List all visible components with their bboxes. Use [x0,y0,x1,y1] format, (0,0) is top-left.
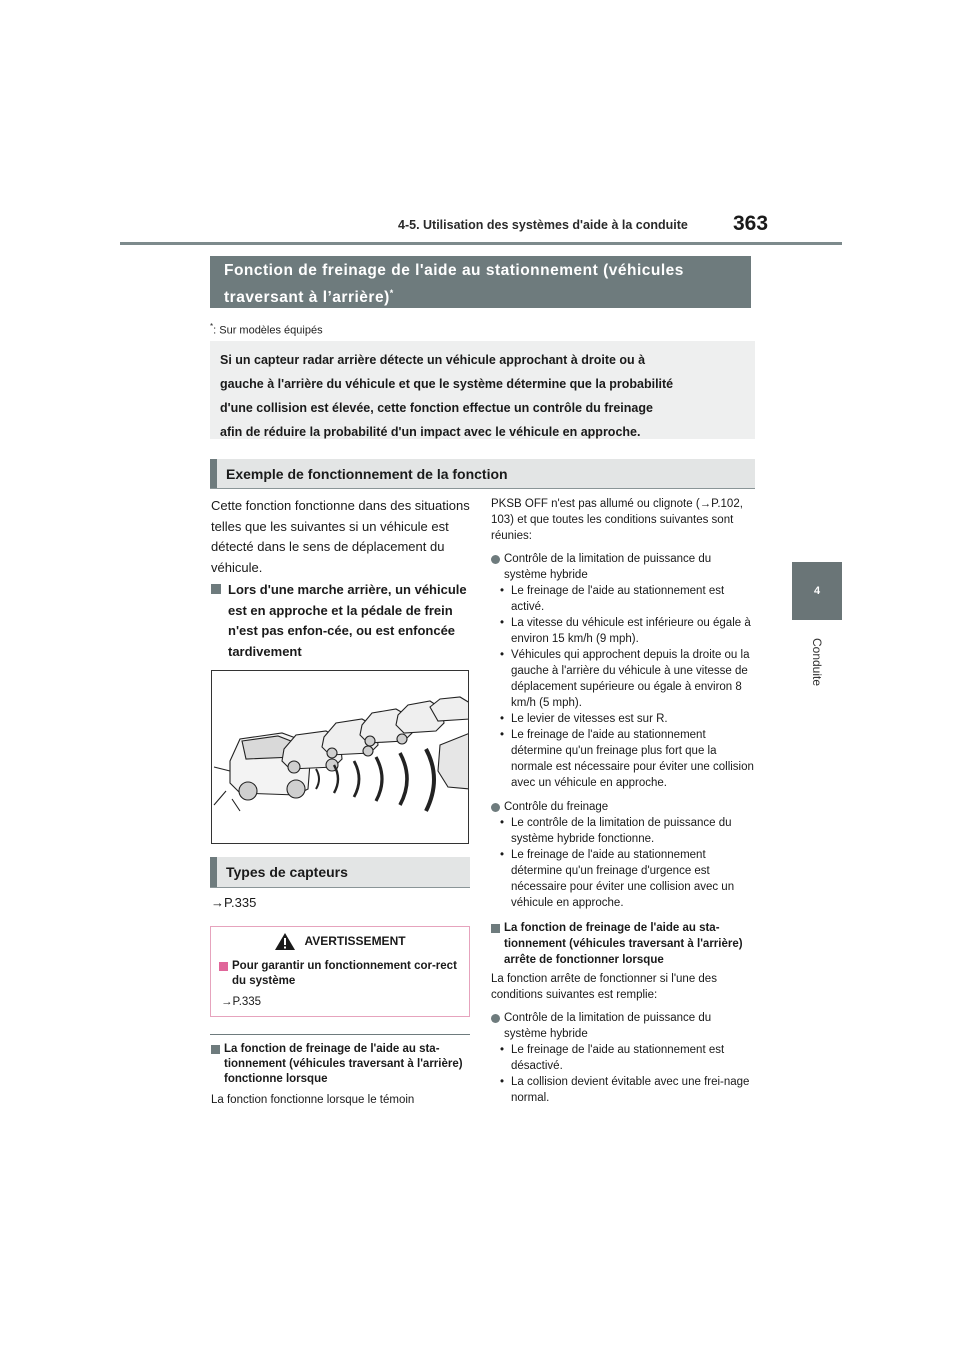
round-bullet-icon [491,1014,500,1023]
list-item: • La collision devient évitable avec une frei-nage normal. [500,1074,756,1106]
chapter-label [788,632,846,692]
header-rule [120,242,842,245]
condition-list [491,815,756,911]
condition-group-stop [491,1010,756,1106]
stops-when-heading [491,920,756,968]
illustration-svg [212,671,469,844]
stops-when-heading-inner [491,920,756,968]
list-item: • Le freinage de l'aide au stationnement détermine qu'un freinage plus fort que la normale est nécessaire pour éviter une collision avec un véhicule en approche. [500,727,756,791]
example-subheading [211,580,473,662]
main-heading [210,256,751,308]
condition-group-title-text: Contrôle de la limitation de puissance du système hybride [504,1012,712,1040]
condition-group-title-text: Contrôle de la limitation de puissance du système hybride [504,553,712,581]
warning-title: AVERTISSEMENT [304,934,406,948]
chapter-tab[interactable] [792,562,842,620]
list-item: • Le freinage de l'aide au stationnement détermine qu'un freinage d'urgence est nécessaire pour éviter une collision avec un véhicule en approche. [500,847,756,911]
footnote-text: : Sur modèles équipés [213,324,323,337]
condition-group-title [491,799,756,815]
operates-when-heading [211,1042,473,1087]
stops-when-heading-text: La fonction de freinage de l'aide au sta-tionnement (véhicules traversant à l'arrière) arrête de fonctionner lorsque [504,922,743,966]
condition-group-power-limit [491,551,756,791]
right-intro-text: PKSB OFF n'est pas allumé ou clignote (→P.102, 103) et que toutes les conditions suivantes sont réunies: [491,498,743,542]
warning-page-ref[interactable]: →P.335 [221,996,262,1008]
condition-group-braking [491,799,756,911]
warning-header [211,927,469,955]
list-item: • Le freinage de l'aide au stationnement est activé. [500,583,756,615]
list-item: • Le freinage de l'aide au stationnement est désactivé. [500,1042,756,1074]
footnote-mark: * [210,322,214,331]
section-heading-example-text: Exemple de fonctionnement de la fonction [226,465,508,482]
main-heading-asterisk: * [389,288,394,298]
section-heading-example [210,459,755,488]
warning-triangle-icon [274,932,296,951]
operates-when-heading-text: La fonction de freinage de l'aide au sta-tionnement (véhicules traversant à l'arrière) fonctionne lorsque [224,1043,463,1085]
square-bullet-icon [211,1045,220,1054]
intro-box [210,341,755,439]
section-heading-sensors [210,857,470,887]
header-section-title: 4-5. Utilisation des systèmes d'aide à la conduite [398,218,688,232]
stops-when-text: La fonction arrête de fonctionner si l'une des conditions suivantes est remplie: [491,973,717,1001]
intro-line: d'une collision est élevée, cette fonction effectue un contrôle du freinage [220,401,653,415]
section-rule [210,887,470,888]
condition-group-title [491,551,756,583]
section-heading-sensors-text: Types de capteurs [226,864,348,880]
warning-box [210,926,470,1017]
section-rule [210,488,755,489]
main-heading-text: Fonction de freinage de l'aide au stationnement (véhicules traversant à l’arrière) [224,262,684,307]
round-bullet-icon [491,803,500,812]
list-item: • Le levier de vitesses est sur R. [500,711,756,727]
condition-group-title-text: Contrôle du freinage [504,801,609,813]
list-item: • Le contrôle de la limitation de puissance du système hybride fonctionne. [500,815,756,847]
sensors-page-ref[interactable]: →P.335 [211,895,257,910]
condition-group-title [491,1010,756,1042]
warning-item-text: Pour garantir un fonctionnement cor-rect du système [232,960,457,987]
intro-line: afin de réduire la probabilité d'un impact avec le véhicule en approche. [220,425,641,439]
operates-when-text: La fonction fonctionne lorsque le témoin [211,1094,415,1106]
chapter-label-text: Conduite [809,637,824,687]
example-subheading-text: Lors d'une marche arrière, un véhicule est en approche et la pédale de frein n'est pas enfon-cée, ou est enfoncée tardivement [228,582,467,659]
chapter-number: 4 [813,585,821,597]
footnote [210,322,323,337]
intro-line: gauche à l'arrière du véhicule et que le système détermine que la probabilité [220,377,674,391]
condition-list [491,1042,756,1106]
illustration-reversing-car [211,670,469,844]
square-bullet-icon [219,962,228,971]
round-bullet-icon [491,555,500,564]
square-bullet-icon [211,584,221,594]
divider [210,1034,470,1035]
condition-list [491,583,756,791]
example-lead-text: Cette fonction fonctionne dans des situations telles que les suivantes si un véhicule est détecté dans le sens de déplacement du véhicule. [211,498,470,575]
warning-item [219,959,465,989]
intro-line: Si un capteur radar arrière détecte un véhicule approchant à droite ou à [220,353,646,367]
list-item: • La vitesse du véhicule est inférieure ou égale à environ 15 km/h (9 mph). [500,615,756,647]
square-bullet-icon [491,924,500,933]
list-item: • Véhicules qui approchent depuis la droite ou la gauche à l'arrière du véhicule à une vitesse de déplacement supérieure ou égale à environ 8 km/h (5 mph). [500,647,756,711]
page-number: 363 [733,212,769,235]
